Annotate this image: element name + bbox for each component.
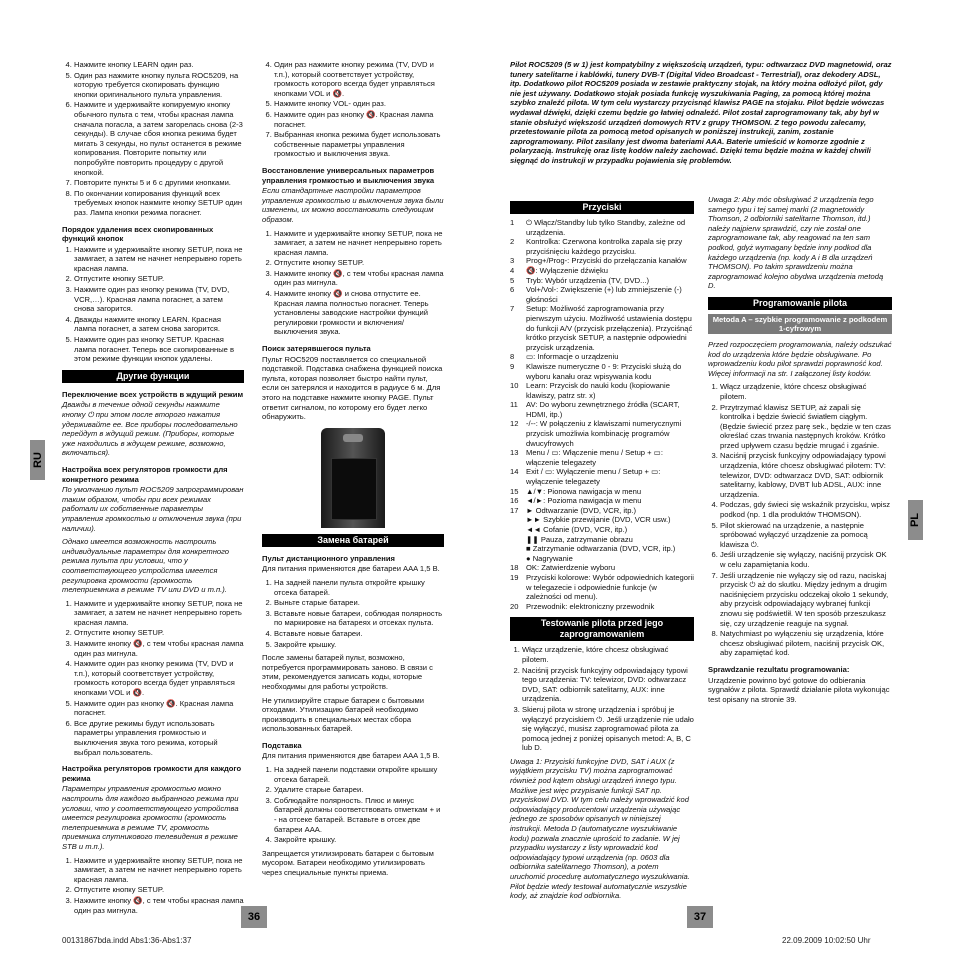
pl-note-2: Uwaga 2: Aby móc obsługiwać 2 urządzenia tego samego typu i tej samej marki (2 magnetowidy Thomson, 2 odbiorniki satelitarne Thomson, itd.) należy najpierw sprawdzić, czy nie został one zaprogramowane tak, aby reagować na ten sam podkod, gdyż wymagany będzie inny podkod dla każdego urządzenia (np. kody A i B dla urządzeń THOMSON). Po takim sprawdzeniu można zaprogramować kolejno obydwa urządzenia metodą D. — [708, 195, 884, 291]
button-number — [510, 554, 526, 564]
list-item: 5. Pilot skierować na urządzenie, a następnie spróbować wyłączyć urządzenie za pomocą klawisza ⏻. — [720, 521, 892, 550]
button-description: OK: Zatwierdzenie wyboru — [526, 563, 616, 573]
button-description-row — [510, 525, 694, 535]
button-description: ■ Zatrzymanie odtwarzania (DVD, VCR, itp.) — [526, 544, 676, 554]
button-description-row — [510, 544, 694, 554]
list-item: 4. Podczas, gdy świeci się wskaźnik przycisku, wpisz podkod (np. 1 dla produktów THOMSON). — [720, 500, 892, 519]
button-number: 11 — [510, 400, 518, 410]
pl-method-a-steps — [708, 382, 892, 658]
button-description: Vol+/Vol-: Zwiększenie (+) lub zmniejszenie (-) głośności — [526, 285, 682, 304]
button-number: 12 — [510, 419, 519, 429]
list-item: 1. Нажмите и удерживайте кнопку SETUP, пока не замигает, а затем не начнет непрерывно гореть красная лампа. — [274, 229, 444, 258]
button-description: ⏻ Włącz/Standby lub tylko Standby, zależne od urządzenia. — [526, 218, 686, 237]
button-description-row — [510, 554, 694, 564]
button-number: 20 — [510, 601, 519, 611]
ru-restore-heading: Восстановление универсальных параметров управления громкостью и выключения звука — [262, 165, 435, 185]
list-item: 2. Отпустите кнопку SETUP. — [274, 258, 444, 268]
ru-stand-steps — [262, 765, 444, 845]
pl-check-heading: Sprawdzanie rezultatu programowania: — [708, 664, 850, 674]
footer-date: 22.09.2009 10:02:50 Uhr — [782, 936, 871, 945]
list-item: 1. Нажмите и удерживайте кнопку SETUP, пока не замигает, а затем не начнет непрерывно гореть красная лампа. — [74, 856, 244, 885]
list-item: 2. Przytrzymać klawisz SETUP, aż zapali się kontrolka i będzie świecić światłem ciągłym. (Będzie świecić przez parę sek., będzie w ten czas określać czas trwania następnych kroków. Krótko przed upływem czasu będzie mrugać i zgaśnie. — [720, 403, 892, 451]
button-description-row — [510, 400, 694, 419]
pl-note-1: Uwaga 1: Przyciski funkcyjne DVD, SAT i AUX (z wyjątkiem przycisku TV) można zaprogramować również pod kątem obsługi urządzeń innego typu. Możliwe jest więc przypisanie funkcji SAT np. przyciskowi DVD. W tym celu należy wprowadzić kod odpowiadający producentowi urządzenia używając jednego ze sposobów opisanych w niniejszej instrukcji. Metoda D (automatyczne wyszukiwanie kodu) pozwala znacznie uprościć to zadanie. W jej przypadku wystarczy z listy wprowadzić kod odpowiadający typowi urządzenia (np. 0603 dla odbiornika satelitarnego Thomson), a potem uruchomić procedurę automatycznego wyszukiwania. Pilot będzie wtedy testował automatycznie wszystkie kody, aż znajdzie kod odbiornika. — [510, 756, 690, 901]
list-item: 8. Natychmiast po wyłączeniu się urządzenia, które chcesz obsługiwać pilotem, naciśnij przycisk OK, aby zapamiętać kod. — [720, 629, 892, 658]
list-item: 3. Нажмите кнопку 🔇, с тем чтобы красная лампа один раз мигнула. — [74, 639, 244, 658]
button-number: 5 — [510, 275, 515, 285]
button-description: Przewodnik: elektroniczny przewodnik — [526, 601, 655, 611]
button-description: Klawisze numeryczne 0 - 9: Przyciski służą do wyboru kanału oraz wpisywania kodu — [526, 361, 682, 381]
pl-buttons-bar: Przyciski — [510, 201, 694, 214]
ru-rc-text: После замены батарей пульт, возможно, потребуется программировать заново. В связи с этим, рекомендуется записать коды, которые необходимы для работы устройств. — [262, 653, 433, 691]
ru-language-tab: RU — [30, 440, 45, 480]
list-item: 4. Нажмите один раз кнопку режима (TV, DVD и т.п.), который соответствует устройству, громкость которого всегда будет управляться кнопками VOL и 🔇. — [74, 659, 244, 697]
button-description-row — [510, 285, 694, 304]
list-item: 3. Naciśnij przycisk funkcyjny odpowiadający typowi urządzenia, które chcesz obsługiwać pilotem: TV: telewizor, DVD: odtwarzacz DVD, SAT: odbiornik satelitarny, kablowy, DVBT lub ADSL, AUX: inne urządzenia. — [720, 451, 892, 499]
button-description-row — [510, 563, 694, 573]
ru-delete-heading: Порядок удаления всех скопированных функций кнопок — [62, 224, 214, 244]
button-number: 13 — [510, 448, 519, 458]
button-description: ▲/▼: Pionowa nawigacja w menu — [526, 486, 642, 496]
ru-volume-heading: Настройка всех регуляторов громкости для конкретного режима — [62, 464, 228, 484]
list-item: 2. Naciśnij przycisk funkcyjny odpowiadający typowi tego urządzenia: TV: telewizor, DVD: odtwarzacz DVD, SAT: odbiornik satelitarny, AUX: inne urządzenia. — [522, 666, 694, 704]
list-item: 4. Закройте крышку. — [274, 835, 444, 845]
ru-restore-text: Если стандартные настройки параметров управления громкостью и выключения звука были изменены, их можно восстановить следующим образом. — [262, 186, 444, 224]
list-item: 4. Нажмите кнопку 🔇 и снова отпустите ее. Красная лампа полностью погаснет. Теперь установлены заводские настройки функций регулировки громкости и включения/выключения звука. — [274, 289, 444, 337]
button-description: Exit / ▭: Wyłączenie menu / Setup + ▭: wyłączenie telegazety — [526, 467, 661, 487]
button-description: Prog+/Prog-: Przyciski do przełączania kanałów — [526, 256, 687, 266]
page-number-right: 37 — [687, 906, 713, 928]
button-number: 19 — [510, 572, 519, 582]
button-number: 15 — [510, 486, 519, 496]
ru-stand-text: Запрещается утилизировать батареи с бытовым мусором. Батареи необходимо утилизировать через специальные пункты приема. — [262, 848, 434, 877]
pl-test-bar: Testowanie pilota przed jego zaprogramowaniem — [510, 617, 694, 641]
list-item: 1. На задней панели пульта откройте крышку отсека батарей. — [274, 578, 444, 597]
remote-stand-image — [321, 428, 385, 528]
button-number: 4 — [510, 265, 515, 275]
ru-volume-steps — [62, 599, 244, 758]
button-description-row — [510, 256, 694, 266]
list-item: 1. На задней панели подставки откройте крышку отсека батарей. — [274, 765, 444, 784]
list-item: 8. По окончании копирования функций всех требуемых кнопок нажмите кнопку SETUP один раз. Лампа кнопки режима погаснет. — [74, 189, 244, 218]
list-item: 4. Нажмите кнопку LEARN один раз. — [74, 60, 244, 70]
button-description: Tryb: Wybór urządzenia (TV, DVD...) — [526, 275, 650, 285]
pl-buttons-list — [510, 218, 694, 611]
button-number: 7 — [510, 304, 515, 314]
ru-stand-heading: Подставка — [262, 740, 302, 750]
button-number: 3 — [510, 256, 515, 266]
button-number: 8 — [510, 352, 515, 362]
list-item: 4. Один раз нажмите кнопку режима (TV, DVD и т.п.), который соответствует устройству, громкость которого всегда будет управляться кнопками VOL и 🔇. — [274, 60, 444, 98]
button-description-row — [510, 467, 694, 486]
ru-rc-intro: Для питания применяются две батареи AAA 1,5 В. — [262, 564, 440, 574]
pl-check-text: Urządzenie powinno być gotowe do odbierania sygnałów z pilota. Sprawdź działanie pilota wykonując test opisany na stronie 39. — [708, 675, 890, 704]
button-description-row — [510, 496, 694, 506]
button-description-row — [510, 602, 694, 612]
ru-rc-text-2: Не утилизируйте старые батареи с бытовыми отходами. Утилизацию батарей необходимо производить в специальных местах сбора использованных батарей. — [262, 695, 424, 734]
ru-search-heading: Поиск затерявшегося пульта — [262, 344, 371, 354]
button-number: 10 — [510, 381, 519, 391]
ru-column-2 — [262, 60, 444, 882]
button-description-row — [510, 419, 694, 448]
button-description-row — [510, 218, 694, 237]
button-description: Kontrolka: Czerwona kontrolka zapala się przy przyciśnięciu każdego przycisku. — [526, 237, 683, 256]
ru-battery-bar: Замена батарей — [262, 534, 444, 547]
button-description: AV: Do wyboru zewnętrznego źródła (SCART, HDMI, itp.) — [526, 400, 680, 419]
button-description-row — [510, 535, 694, 545]
pl-language-tab: PL — [908, 500, 923, 540]
button-number — [510, 544, 526, 554]
ru-each-steps-cont — [262, 60, 444, 159]
button-description: Przyciski kolorowe: Wybór odpowiednich kategorii w telegazecie i odpowiednie funkcje (w zależności od menu). — [526, 572, 694, 602]
pl-column-1 — [510, 195, 694, 905]
button-number: 2 — [510, 237, 515, 247]
button-description-row — [510, 237, 694, 256]
button-description-row — [510, 506, 694, 516]
ru-column-1 — [62, 60, 244, 919]
page-number-left: 36 — [241, 906, 267, 928]
button-description: Menu / ▭: Włączenie menu / Setup + ▭: włączenie telegazety — [526, 448, 663, 467]
button-description-row — [510, 515, 694, 525]
button-description-row — [510, 276, 694, 286]
button-description-row — [510, 573, 694, 602]
button-number — [510, 525, 526, 535]
list-item: 6. Все другие режимы будут использовать параметры управления громкостью и выключения звука того режима, который выбрал пользователь. — [74, 719, 244, 757]
pl-intro-text: Pilot ROC5209 (5 w 1) jest kompatybilny z większością urządzeń, typu: odtwarzacz DVD magnetowid, oraz tunery satelitarne i kablówki, tunery DVB-T (Digital Video Broadcast - Terrestrial), oraz dekodery ADSL, itp. Dodatkowo pilot ROC5209 posiada w zestawie praktyczny stojak, na który można odłożyć pilot, gdy nie jest używany. Dodatkowo stojak posiada funkcję wyszukiwania Paging, za pomocą której można szybko znaleźć pilota. W tym celu wystarczy przycisnąć klawisz PAGE na stojaku. Pilot będzie wówczas wydawał dźwięki, dzięki czemu będzie go łatwiej odnaleźć. Pilot został zaprogramowany tak, aby był w stanie obsłużyć większość urządzeń domowych RTV z grupy THOMSON. Z tego powodu zalecamy, przetestowanie pilota za pomocą metod opisanych w poniższej instrukcji, zanim, zostanie zaprogramowany. Pilot zasilany jest dwoma bateriami AAA. Baterie umieścić w komorze zgodnie z polaryzacją. Instrukcję oraz listę kodów należy zachować. Dzięki temu będzie można w każdej chwili sięgnąć do instrukcji w przypadku pojawienia się problemów. — [510, 60, 892, 165]
ru-rc-steps — [262, 578, 444, 649]
button-description-row — [510, 304, 694, 352]
pl-programming-bar: Programowanie pilota — [708, 297, 892, 310]
button-description-row — [510, 448, 694, 467]
button-number: 16 — [510, 496, 519, 506]
ru-each-text: Параметры управления громкостью можно настроить для каждого выбранного режима при условии, что у соответствующего устройства имеется регулировка громкости (громкость телеприемника в режиме TV, громкость приемника спутникового телевидения в режиме STB и т.п.). — [62, 784, 239, 851]
pl-column-2 — [708, 195, 892, 708]
list-item: 6. Jeśli urządzenie się wyłączy, naciśnij przycisk OK w celu zapamiętania kodu. — [720, 550, 892, 569]
list-item: 2. Выньте старые батареи. — [274, 598, 444, 608]
button-description: -/--: W połączeniu z klawiszami numerycznymi przycisk umożliwia kombinację programów dwucyfrowych — [526, 419, 682, 448]
button-number: 9 — [510, 361, 515, 371]
list-item: 1. Włącz urządzenie, które chcesz obsługiwać pilotem. — [720, 382, 892, 401]
button-description-row — [510, 381, 694, 400]
ru-volume-text-2: Однако имеется возможность настроить индивидуальные параметры для конкретного режима пульта при условии, что у соответствующего устройства имеется регулировка громкости (громкость телеприемника в режиме TV или DVD и т.п.). — [62, 537, 229, 595]
ru-standby-text: Дважды в течение одной секунды нажмите кнопку ⏻ при этом после второго нажатия удерживайте ее. Все приборы последовательно перейдут в ждущий режим. (Приборы, которые уже находились в ждущем режиме, возможно, включаться). — [62, 400, 238, 458]
button-number: 14 — [510, 467, 519, 477]
list-item: 5. Закройте крышку. — [274, 640, 444, 650]
list-item: 1. Нажмите и удерживайте кнопку SETUP, пока не замигает, а затем не начнет непрерывно гореть красная лампа. — [74, 245, 244, 274]
list-item: 4. Вставьте новые батареи. — [274, 629, 444, 639]
list-item: 6. Нажмите один раз кнопку 🔇. Красная лампа погаснет. — [274, 110, 444, 129]
list-item: 7. Повторите пункты 5 и 6 с другими кнопками. — [74, 178, 244, 188]
list-item: 3. Нажмите кнопку 🔇, с тем чтобы красная лампа один раз мигнула. — [74, 896, 244, 915]
ru-delete-steps — [62, 245, 244, 364]
list-item: 3. Соблюдайте полярность. Плюс и минус батарей должны соответствовать отметкам + и - на отсеке батарей. Вставьте в отсек две батареи AAA. — [274, 796, 444, 834]
ru-learn-steps — [62, 60, 244, 218]
button-description: ►► Szybkie przewijanie (DVD, VCR usw.) — [526, 515, 671, 525]
list-item: 3. Skieruj pilota w stronę urządzenia i spróbuj je wyłączyć przyciskiem ⏻. Jeśli urządzenie nie udało się wyłączyć, musisz zaprogramować pilota za pomocą jednej z poniżej opisanych metod: A, B, C lub D. — [522, 705, 694, 753]
ru-other-functions-bar: Другие функции — [62, 370, 244, 383]
list-item: 7. Jeśli urządzenie nie wyłączy się od razu, naciskaj przycisk ⏻ aż do skutku. Między jednym a drugim naciśnięciem przycisku odczekaj około 1 sekundy, aby przycisk odpowiadający wybranej funkcji znowu się podświetlił. W ten sposób przeszukasz się, czy urządzenie reaguje na sygnał. — [720, 571, 892, 629]
list-item: 6. Нажмите и удерживайте копируемую кнопку обычного пульта с тем, чтобы красная лампа сначала погасла, а затем загорелась снова (2-3 секунды). В случае сбоя кнопка режима будет мигать 3 секунды, но пульт останется в режиме копирования. Повторите попытку или попробуйте повторить процедуру с другой кнопкой. — [74, 100, 244, 177]
list-item: 2. Отпустите кнопку SETUP. — [74, 885, 244, 895]
pl-test-steps — [510, 645, 694, 753]
list-item: 2. Отпустите кнопку SETUP. — [74, 628, 244, 638]
ru-each-steps — [62, 856, 244, 916]
list-item: 1. Włącz urządzenie, które chcesz obsługiwać pilotem. — [522, 645, 694, 664]
button-description-row — [510, 487, 694, 497]
ru-volume-text-1: По умолчанию пульт ROC5209 запрограммирован таким образом, чтобы при всех режимах работали их собственные параметры управления громкостью и отключения звука (при наличии). — [62, 485, 244, 533]
list-item: 5. Нажмите один раз кнопку SETUP. Красная лампа погаснет. Теперь все скопированные в этом режиме функции кнопок удалены. — [74, 335, 244, 364]
button-number: 18 — [510, 563, 519, 573]
button-number — [510, 535, 526, 545]
pl-method-a-text: Przed rozpoczęciem programowania, należy odszukać kod do urządzenia które będzie obsługiwane. Po wprowadzeniu kodu pilot sprawdzi poprawność kod. Więcej informacji na str. I załączonej listy kodów. — [708, 339, 892, 378]
button-number — [510, 515, 526, 525]
list-item: 2. Удалите старые батареи. — [274, 785, 444, 795]
button-number: 6 — [510, 285, 515, 295]
list-item: 4. Дважды нажмите кнопку LEARN. Красная лампа погаснет, а затем снова загорится. — [74, 315, 244, 334]
list-item: 7. Выбранная кнопка режима будет использовать собственные параметры управления громкостью и выключения звука. — [274, 130, 444, 159]
list-item: 3. Нажмите один раз кнопку режима (TV, DVD, VCR,…). Красная лампа погаснет, а затем снова загорится. — [74, 285, 244, 314]
ru-stand-intro: Для питания применяются две батареи AAA 1,5 В. — [262, 751, 440, 761]
button-description: 🔇: Wyłączenie dźwięku — [526, 265, 608, 275]
list-item: 3. Вставьте новые батареи, соблюдая полярность по маркировке на батареях и отсеках пульта. — [274, 609, 444, 628]
button-description-row — [510, 266, 694, 276]
list-item: 3. Нажмите кнопку 🔇, с тем чтобы красная лампа один раз мигнула. — [274, 269, 444, 288]
ru-each-heading: Настройка регуляторов громкости для каждого режима — [62, 764, 242, 783]
list-item: 5. Нажмите кнопку VOL- один раз. — [274, 99, 444, 109]
ru-standby-heading: Переключение всех устройств в ждущий режим — [62, 389, 244, 399]
button-number: 17 — [510, 505, 519, 515]
button-number: 1 — [510, 218, 515, 227]
button-description: ► Odtwarzanie (DVD, VCR, itp.) — [526, 505, 637, 515]
list-item: 5. Один раз нажмите кнопку пульта ROC5209, на которую требуется скопировать функцию кнопки оригинального пульта управления. — [74, 71, 244, 100]
ru-search-text: Пульт ROC5209 поставляется со специальной подставкой. Подставка снабжена функцией поиска пульта, которая позволяет быстро найти пульт, если он затерялся и находится в радиусе 6 м. Для этого на подставке нажмите кнопку PAGE. Пульт ответит сигналом, по которому его будет легко обнаружить. — [262, 354, 443, 422]
button-description-row — [510, 352, 694, 362]
button-description: ◄◄ Cofanie (DVD, VCR, itp.) — [526, 525, 628, 534]
pl-method-a-bar: Metoda A – szybkie programowanie z podkodem 1-cyfrowym — [708, 314, 892, 334]
footer-file: 00131867bda.indd Abs1:36-Abs1:37 — [62, 936, 192, 945]
button-description: ● Nagrywanie — [526, 553, 573, 563]
list-item: 1. Нажмите и удерживайте кнопку SETUP, пока не замигает, а затем не начнет непрерывно гореть красная лампа. — [74, 599, 244, 628]
button-description: ❚❚ Pauza, zatrzymanie obrazu — [526, 534, 633, 544]
button-description: Learn: Przycisk do nauki kodu (kopiowanie klawiszy, patrz str. x) — [526, 381, 670, 400]
button-description: ▭: Informacje o urządzeniu — [526, 352, 619, 362]
list-item: 2. Отпустите кнопку SETUP. — [74, 274, 244, 284]
button-description: Setup: Możliwość zaprogramowania przy pierwszym użyciu. Możliwość ustawienia dostępu do funkcji A/V (przycisk przełączenia). Przyciśnąć krótko przycisk SETUP, a następnie odpowiedni przycisk urządzenia. — [526, 304, 693, 352]
button-description: ◄/►: Pozioma nawigacja w menu — [526, 496, 642, 506]
button-description-row — [510, 362, 694, 381]
ru-rc-heading: Пульт дистанционного управления — [262, 553, 395, 563]
ru-restore-steps — [262, 229, 444, 338]
pl-intro — [510, 60, 892, 170]
list-item: 5. Нажмите один раз кнопку 🔇. Красная лампа погаснет. — [74, 699, 244, 718]
